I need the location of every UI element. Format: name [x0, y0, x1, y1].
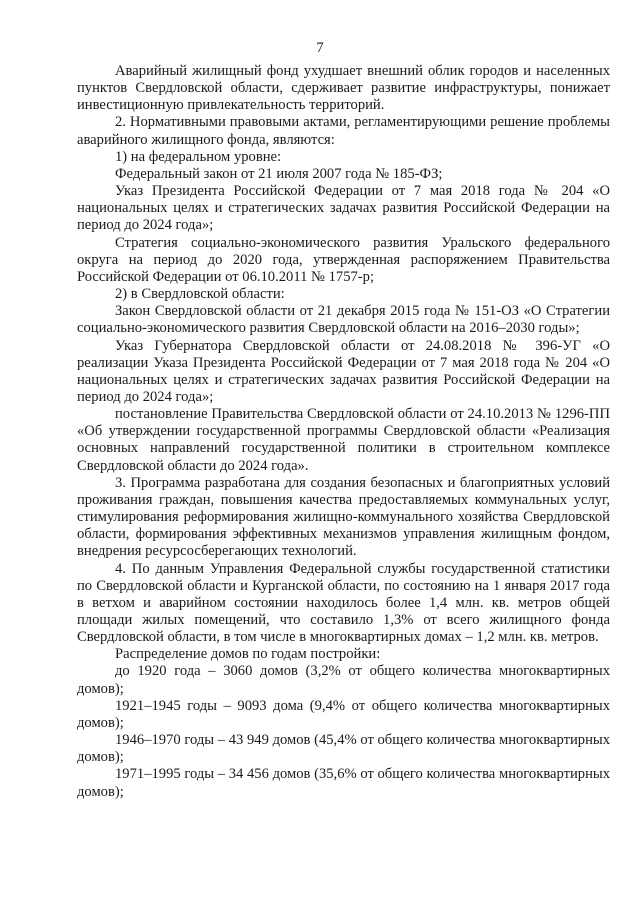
- paragraph-program-purpose: 3. Программа разработана для создания безопасных и благоприятных условий проживания граждан, повышения качества предоставляемых коммунальных услуг, стимулирования реформирования жилищно-коммунального хозяйства Свердловской области, формирования эффективных механизмов управления жилищным фондом, внедрения ресурсосберегающих технологий.: [77, 474, 610, 560]
- paragraph-federal-law-185: Федеральный закон от 21 июля 2007 года № 185-ФЗ;: [115, 165, 443, 182]
- paragraph-ural-strategy: Стратегия социально-экономического развития Уральского федерального округа на период до 2020 года, утвержденная распоряжением Правительства Российской Федерации от 06.10.2011 № 1757-р;: [77, 234, 610, 285]
- paragraph-before-1920: до 1920 года – 3060 домов (3,2% от общего количества многоквартирных домов);: [77, 663, 610, 697]
- paragraph-government-resolution-1296: постановление Правительства Свердловской области от 24.10.2013 № 1296-ПП «Об утверждении государственной программы Свердловской области «Реализация основных направлений государственной политики в строительном комплексе Свердловской области до 2024 года».: [77, 406, 610, 474]
- paragraph-1921-1945: 1921–1945 годы – 9093 дома (9,4% от общего количества многоквартирных домов);: [77, 697, 610, 731]
- paragraph-1971-1995: 1971–1995 годы – 34 456 домов (35,6% от общего количества многоквартирных домов);: [77, 766, 610, 800]
- paragraph-legal-acts-intro: 2. Нормативными правовыми актами, регламентирующими решение проблемы аварийного жилищного фонда, являются:: [77, 114, 610, 148]
- paragraph-1946-1970: 1946–1970 годы – 43 949 домов (45,4% от общего количества многоквартирных домов);: [77, 732, 610, 766]
- document-body: [77, 63, 610, 801]
- page-number: 7: [316, 40, 324, 56]
- paragraph-sverdlovsk-level: 2) в Свердловской области:: [115, 286, 285, 303]
- paragraph-presidential-decree-204: Указ Президента Российской Федерации от 7 мая 2018 года № 204 «О национальных целях и стратегических задачах развития Российской Федерации на период до 2024 года»;: [77, 183, 610, 234]
- paragraph-distribution-heading: Распределение домов по годам постройки:: [115, 646, 381, 663]
- paragraph-governor-decree-396: Указ Губернатора Свердловской области от 24.08.2018 № 396-УГ «О реализации Указа Президента Российской Федерации от 7 мая 2018 года № 204 «О национальных целях и стратегических задачах развития Российской Федерации на период до 2024 года»;: [77, 337, 610, 405]
- paragraph-federal-level: 1) на федеральном уровне:: [115, 148, 282, 165]
- paragraph-emergency-housing-impact: Аварийный жилищный фонд ухудшает внешний облик городов и населенных пунктов Свердловской области, сдерживает развитие инфраструктуры, понижает инвестиционную привлекательность территорий.: [77, 63, 610, 114]
- paragraph-statistics: 4. По данным Управления Федеральной службы государственной статистики по Свердловской области и Курганской области, по состоянию на 1 января 2017 года в ветхом и аварийном состоянии находилось более 1,4 млн. кв. метров общей площади жилых помещений, что составило 1,3% от всего жилищного фонда Свердловской области, в том числе в многоквартирных домах – 1,2 млн. кв. метров.: [77, 560, 610, 646]
- paragraph-regional-law-151: Закон Свердловской области от 21 декабря 2015 года № 151-ОЗ «О Стратегии социально-экономического развития Свердловской области на 2016–2030 годы»;: [77, 303, 610, 337]
